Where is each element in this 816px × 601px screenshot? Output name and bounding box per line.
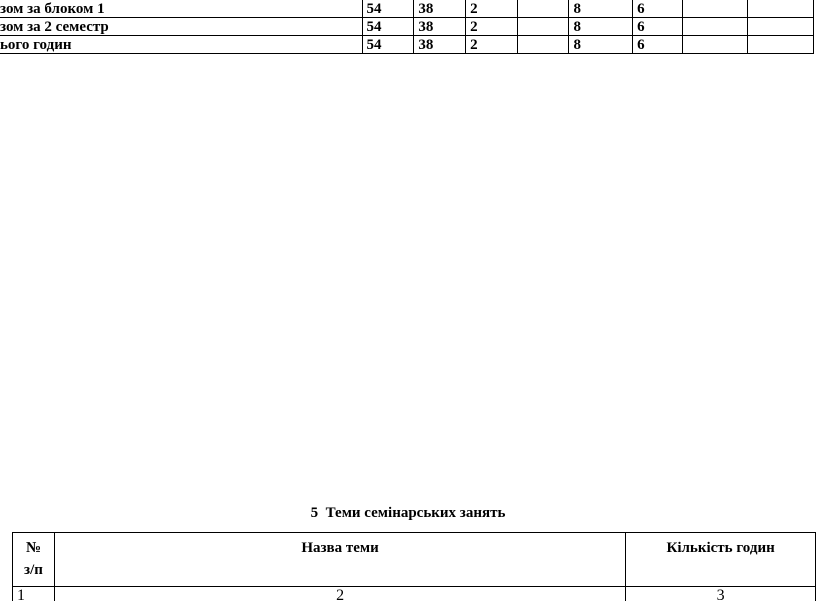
- cell-lectures: 2: [466, 36, 518, 54]
- cell-classroom: 38: [414, 36, 466, 54]
- column-number: 3: [626, 587, 816, 601]
- cell-empty: [682, 18, 748, 36]
- cell-selfwork: 6: [633, 18, 683, 36]
- summary-row-block: [0, 0, 814, 18]
- cell-seminars: 8: [569, 0, 633, 18]
- cell-empty: [748, 36, 814, 54]
- cell-total: 54: [362, 18, 414, 36]
- cell-empty: [748, 18, 814, 36]
- cell-total: 54: [362, 36, 414, 54]
- column-number-row: [13, 587, 816, 601]
- cell-selfwork: 6: [633, 36, 683, 54]
- cell-lectures: 2: [466, 18, 518, 36]
- summary-row-total: [0, 36, 814, 54]
- cell-classroom: 38: [414, 0, 466, 18]
- section-title: 5 Теми семінарських занять: [310, 505, 506, 521]
- header-hours: Кількість годин: [626, 533, 816, 587]
- header-number-line1: №: [25, 540, 42, 556]
- summary-table: [0, 0, 814, 54]
- cell-empty: [517, 36, 569, 54]
- cell-lectures: 2: [466, 0, 518, 18]
- header-number-line2: з/п: [24, 562, 43, 578]
- summary-row-semester: [0, 18, 814, 36]
- row-label: зом за блоком 1: [0, 0, 362, 18]
- row-label: ього годин: [0, 36, 362, 54]
- header-topic-name: Назва теми: [54, 533, 625, 587]
- column-number: 2: [54, 587, 625, 601]
- cell-empty: [748, 0, 814, 18]
- cell-total: 54: [362, 0, 414, 18]
- cell-classroom: 38: [414, 18, 466, 36]
- header-number: [13, 533, 55, 587]
- cell-empty: [517, 18, 569, 36]
- column-number: 1: [13, 587, 55, 601]
- cell-selfwork: 6: [633, 0, 683, 18]
- cell-empty: [682, 36, 748, 54]
- seminar-topics-table: [12, 532, 816, 601]
- cell-seminars: 8: [569, 36, 633, 54]
- row-label: зом за 2 семестр: [0, 18, 362, 36]
- table-header-row: [13, 533, 816, 587]
- cell-empty: [682, 0, 748, 18]
- cell-seminars: 8: [569, 18, 633, 36]
- cell-empty: [517, 0, 569, 18]
